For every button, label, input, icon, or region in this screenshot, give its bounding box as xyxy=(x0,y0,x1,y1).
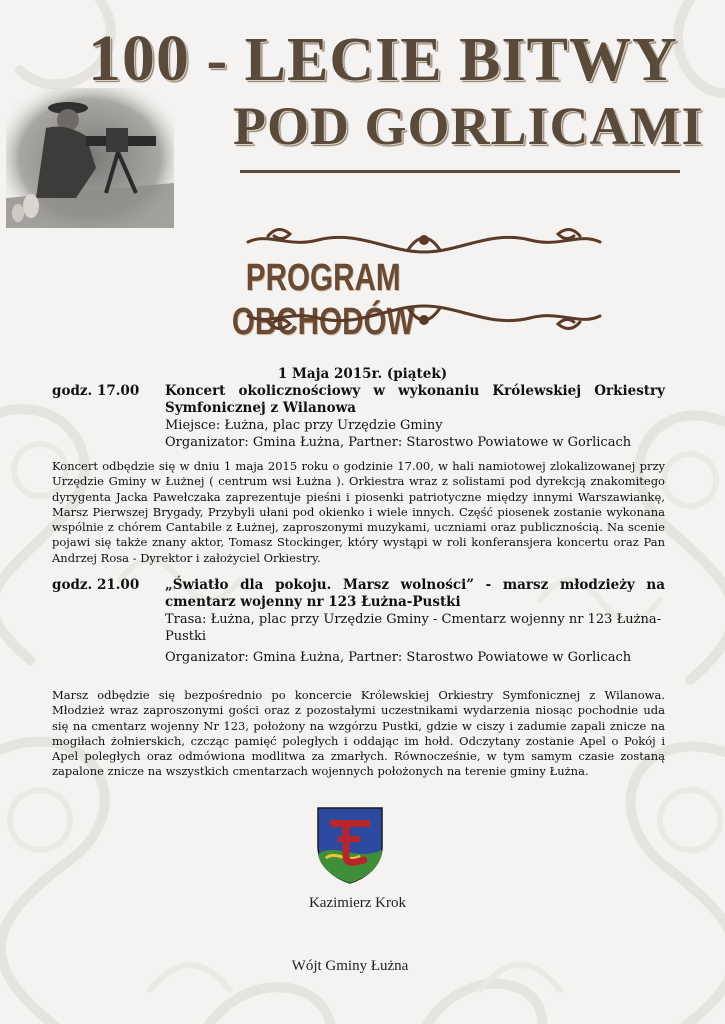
title-suffix: - LECIE BITWY xyxy=(206,26,678,94)
title-underline xyxy=(240,170,680,173)
program-title: PROGRAM OBCHODÓW xyxy=(231,257,415,343)
event2-time: godz. 21.00 xyxy=(52,577,140,593)
event1-time: godz. 17.00 xyxy=(52,383,140,399)
date-heading: 1 Maja 2015r. (piątek) xyxy=(277,366,448,382)
title-line1 xyxy=(88,22,678,95)
title-line2: POD GORLICAMI xyxy=(233,96,704,156)
coat-of-arms-icon xyxy=(316,806,384,884)
event1-organizer: Organizator: Gmina Łużna, Partner: Starostwo Powiatowe w Gorlicach xyxy=(165,435,632,450)
signature-name: Kazimierz Krok xyxy=(308,895,407,911)
decorative-scroll-ornament-top xyxy=(238,222,610,258)
soldier-machine-gun-photo xyxy=(6,88,174,228)
event1-block xyxy=(165,383,665,451)
event1-location: Miejsce: Łużna, plac przy Urzędzie Gminy xyxy=(165,418,443,433)
event1-title: Koncert okolicznościowy w wykonaniu Królewskiej Orkiestry Symfonicznej z Wilanowa xyxy=(165,383,665,416)
event2-description: Marsz odbędzie się bezpośrednio po koncercie Królewskiej Orkiestry Symfonicznej z Wilanowa. Młodzież wraz zaproszonymi gości oraz z pozostałymi uczestnikami wydarzenia niosąc pochodnie uda się na cmentarz wojenny Nr 123, położony na wzgórzu Pustki, gdzie w ciszy i zadumie zapali znicze na mogiłach żołnierskich, czcząc pamięć poległych i oddając im hołd. Odczytany zostanie Apel o Pokój i Apel poległych oraz odmówiona modlitwa za zmarłych. Równocześnie, w tym samym czasie zostaną zapalone znicze na wszystkich cmentarzach wojennych położonych na terenie gminy Łużna. xyxy=(52,688,665,779)
event2-title: „Światło dla pokoju. Marsz wolności” - marsz młodzieży na cmentarz wojenny nr 123 Łużna-Pustki xyxy=(165,577,665,610)
event2-block xyxy=(165,577,665,666)
title-number: 100 xyxy=(88,22,190,95)
event1-description: Koncert odbędzie się w dniu 1 maja 2015 roku o godzinie 17.00, w hali namiotowej zlokalizowanej przy Urzędzie Gminy w Łużnej ( centrum wsi Łużna ). Orkiestra wraz z solistami pod dyrekcją znakomitego dyrygenta Jacka Pawełczaka zaprezentuje pieśni i piosenki patriotyczne między innymi Warszawiankę, Marsz Pierwszej Brygady, Przybyli ułani pod okienko i wiele innych. Część piosenek zostanie wykonana wspólnie z chórem Cantabile z Łużnej, zaproszonymi muzykami, uczniami oraz publicznością. Na scenie pojawi się także znany aktor, Tomasz Stockinger, który wystąpi w roli konferansjera koncertu oraz Pan Andrzej Rosa - Dyrektor i założyciel Orkiestry. xyxy=(52,459,665,565)
decorative-scroll-ornament-bottom xyxy=(238,300,610,338)
signature-role: Wójt Gminy Łużna xyxy=(291,958,409,974)
event2-organizer: Organizator: Gmina Łużna, Partner: Starostwo Powiatowe w Gorlicach xyxy=(165,650,632,665)
event2-route: Trasa: Łużna, plac przy Urzędzie Gminy - Cmentarz wojenny nr 123 Łużna-Pustki xyxy=(165,612,661,644)
